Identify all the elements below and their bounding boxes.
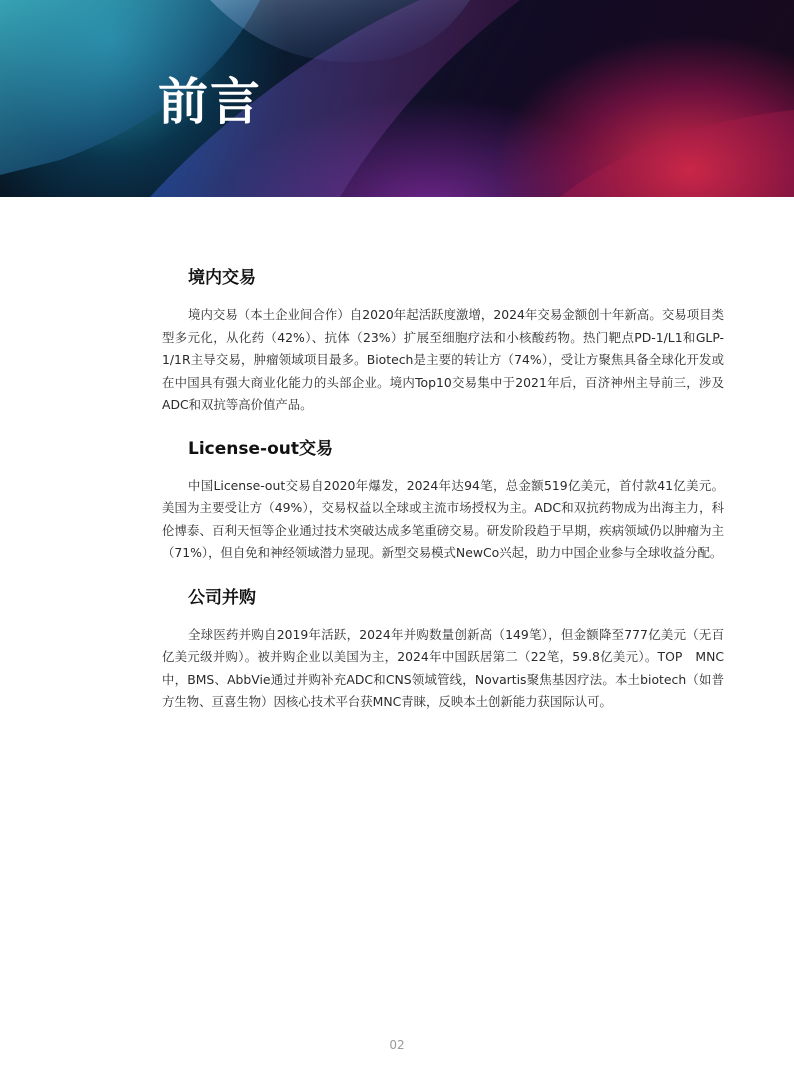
- section-license-out-deals: [162, 435, 724, 565]
- section-body: 中国License-out交易自2020年爆发，2024年达94笔，总金额519亿美元，首付款41亿美元。美国为主要受让方（49%），交易权益以全球或主流市场授权为主。ADC和双抗药物成为出海主力，科伦博泰、百利天恒等企业通过技术突破达成多笔重磅交易。研发阶段趋于早期，疾病领域仍以肿瘤为主（71%），但自免和神经领域潜力显现。新型交易模式NewCo兴起，助力中国企业参与全球收益分配。: [162, 477, 724, 560]
- main-content: [162, 264, 724, 736]
- section-heading: 公司并购: [188, 587, 256, 608]
- section-body: 境内交易（本土企业间合作）自2020年起活跃度激增，2024年交易金额创十年新高。交易项目类型多元化，从化药（42%）、抗体（23%）扩展至细胞疗法和小核酸药物。热门靶点PD-1/L1和GLP-1/1R主导交易，肿瘤领域项目最多。Biotech是主要的转让方（74%），受让方聚焦具备全球化开发或在中国具有强大商业化能力的头部企业。境内Top10交易集中于2021年后，百济神州主导前三，涉及ADC和双抗等高价值产品。: [162, 307, 724, 412]
- section-heading: 境内交易: [188, 268, 256, 288]
- banner-decoration: [0, 0, 794, 197]
- section-domestic-deals: [162, 264, 724, 417]
- section-mergers-acquisitions: [162, 584, 724, 714]
- section-body: 全球医药并购自2019年活跃，2024年并购数量创新高（149笔），但金额降至777亿美元（无百亿美元级并购）。被并购企业以美国为主，2024年中国跃居第二（22笔，59.8亿美元）。TOP MNC中，BMS、AbbVie通过并购补充ADC和CNS领域管线，Novartis聚焦基因疗法。本土biotech（如普方生物、亘喜生物）因核心技术平台获MNC青睐，反映本土创新能力获国际认可。: [162, 626, 724, 709]
- page-number: 02: [389, 1038, 405, 1052]
- section-heading: License-out交易: [188, 438, 333, 459]
- header-banner: [0, 0, 794, 197]
- page-title: 前言: [158, 73, 262, 131]
